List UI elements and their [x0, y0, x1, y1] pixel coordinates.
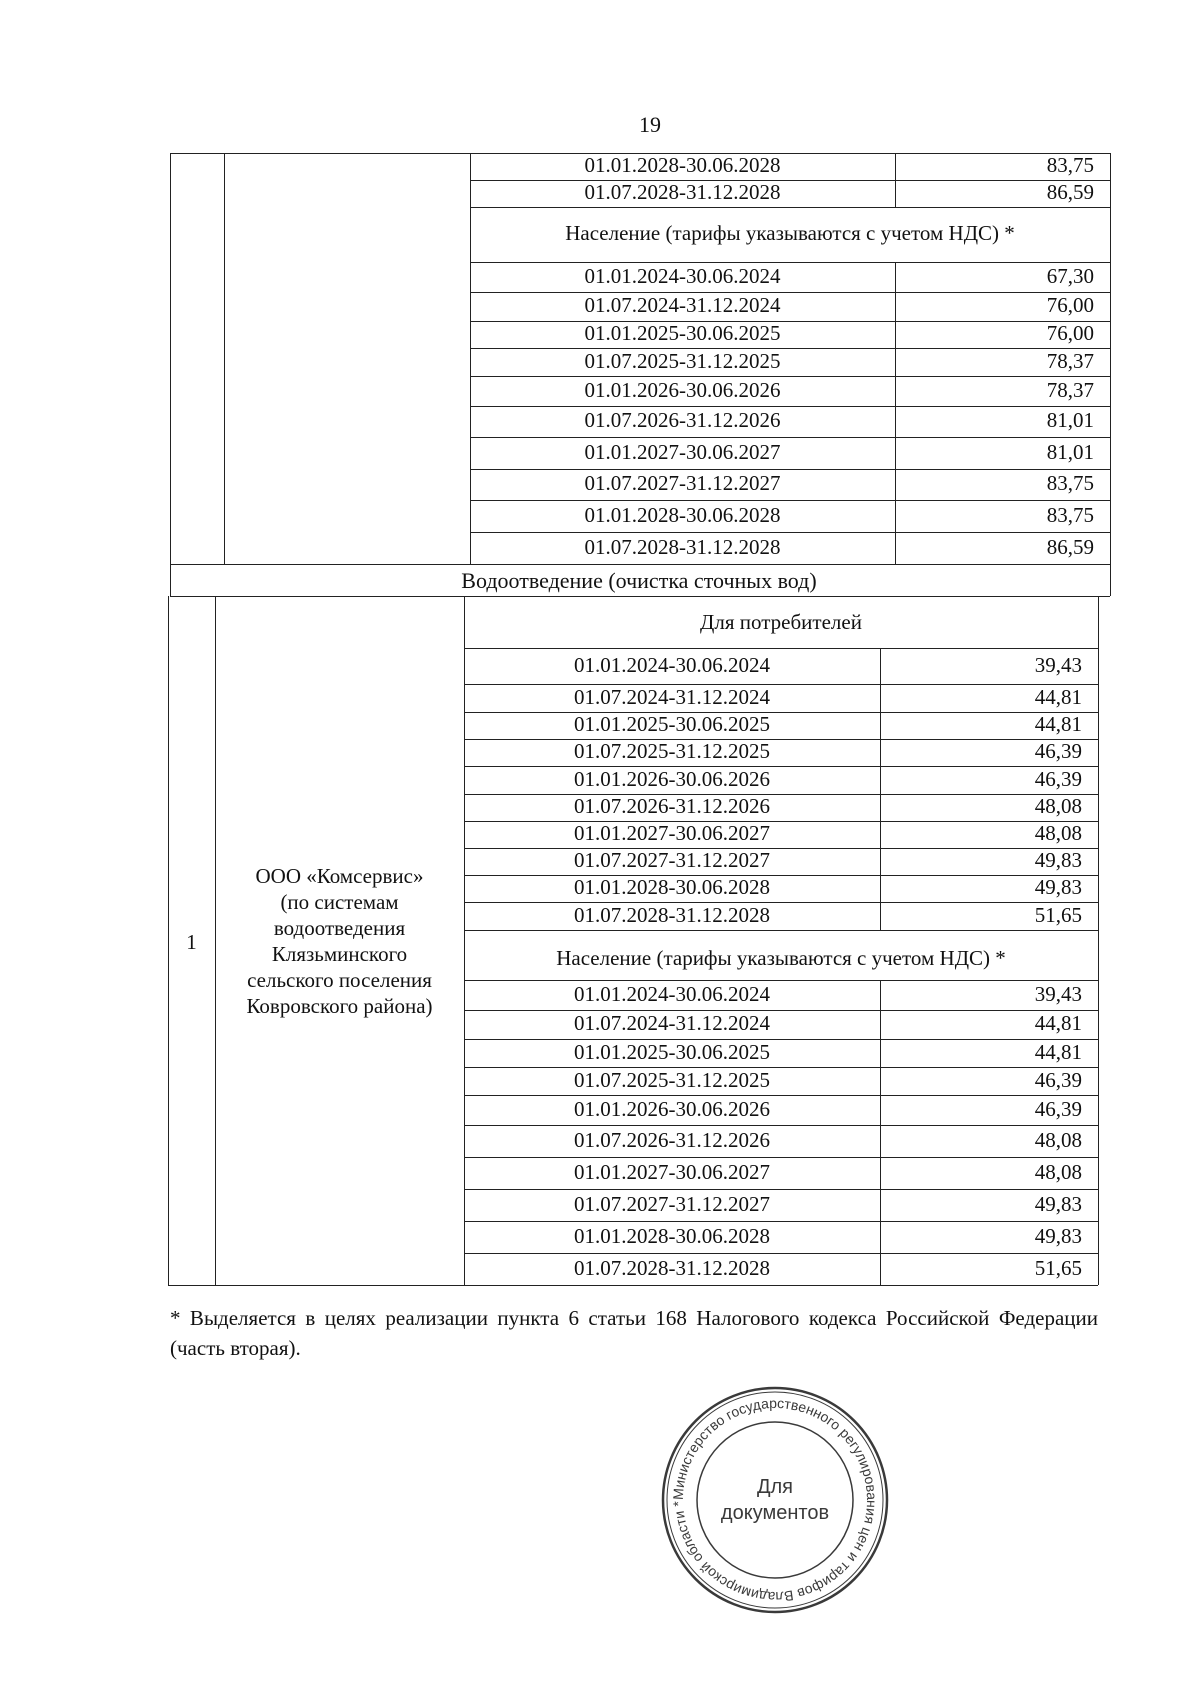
- tariff-row-period: 01.07.2026-31.12.2026: [584, 408, 781, 432]
- organization-name: [221, 863, 458, 1019]
- table-vline: [895, 262, 896, 564]
- table-vline: [1110, 153, 1111, 564]
- table-hline: [170, 596, 1110, 597]
- table-vline: [215, 596, 216, 1285]
- tariff-row-period: 01.07.2026-31.12.2026: [574, 1127, 770, 1152]
- organization-line: сельского поселения: [247, 967, 432, 992]
- tariff-row-value: 81,01: [1046, 408, 1094, 432]
- tariff-row-value: 44,81: [1034, 1011, 1082, 1035]
- table-vline: [464, 596, 465, 1285]
- table-vline: [880, 980, 881, 1285]
- tariff-row-period: 01.01.2025-30.06.2025: [574, 712, 770, 736]
- tariff-row-period: 01.07.2028-31.12.2028: [574, 1255, 770, 1280]
- tariff-row-period: 01.07.2025-31.12.2025: [574, 1067, 770, 1092]
- table-hline: [464, 1067, 1098, 1068]
- table-hline: [470, 180, 1110, 181]
- tariff-row-period: 01.07.2027-31.12.2027: [584, 471, 781, 495]
- tariff-row-value: 78,37: [1046, 377, 1094, 402]
- tariff-row-period: 01.07.2025-31.12.2025: [574, 739, 770, 763]
- table-hline: [470, 469, 1110, 470]
- tariff-row-value: 48,08: [1034, 794, 1082, 818]
- table-hline: [464, 648, 1098, 649]
- table-hline: [464, 848, 1098, 849]
- table-hline: [464, 712, 1098, 713]
- page-number: 19: [639, 112, 661, 137]
- tariff-row-value: 46,39: [1034, 1096, 1082, 1121]
- tariff-row-period: 01.01.2025-30.06.2025: [574, 1039, 770, 1064]
- tariff-row-period: 01.07.2025-31.12.2025: [584, 348, 781, 373]
- table-hline: [464, 1010, 1098, 1011]
- tariff-row-period: 01.01.2024-30.06.2024: [574, 652, 770, 677]
- tariff-row-value: 81,01: [1046, 439, 1094, 464]
- table-hline: [464, 1039, 1098, 1040]
- organization-line: Ковровского района): [246, 993, 433, 1018]
- table-hline: [470, 437, 1110, 438]
- organization-line: Клязьминского: [271, 941, 408, 966]
- tariff-row-value: 51,65: [1034, 1255, 1082, 1280]
- tariff-row-value: 44,81: [1034, 1039, 1082, 1064]
- table-vline: [470, 153, 471, 564]
- tariff-row-period: 01.07.2027-31.12.2027: [574, 1191, 770, 1216]
- tariff-row-period: 01.01.2027-30.06.2027: [584, 439, 781, 464]
- table-vline: [170, 153, 171, 564]
- table-hline: [464, 1221, 1098, 1222]
- tariff-row-value: 49,83: [1034, 875, 1082, 899]
- table-hline: [464, 980, 1098, 981]
- section-title: Водоотведение (очистка сточных вод): [461, 568, 817, 593]
- tariff-row-value: 39,43: [1034, 981, 1082, 1006]
- tariff-row-period: 01.07.2024-31.12.2024: [574, 1011, 770, 1035]
- tariff-row-period: 01.07.2024-31.12.2024: [574, 684, 770, 709]
- tariff-row-value: 49,83: [1034, 848, 1082, 872]
- table-hline: [464, 794, 1098, 795]
- tariff-row-value: 67,30: [1046, 263, 1094, 288]
- tariff-row-value: 49,83: [1034, 1191, 1082, 1216]
- tariff-row-period: 01.07.2028-31.12.2028: [574, 902, 770, 927]
- tariff-row-value: 44,81: [1034, 684, 1082, 709]
- table-hline: [464, 1157, 1098, 1158]
- tariff-row-period: 01.01.2028-30.06.2028: [574, 1223, 770, 1248]
- tariff-row-period: 01.01.2027-30.06.2027: [574, 821, 770, 845]
- table-hline: [170, 564, 1110, 565]
- tariff-row-value: 78,37: [1046, 348, 1094, 373]
- tariff-row-value: 46,39: [1034, 739, 1082, 763]
- tariff-row-value: 76,00: [1046, 321, 1094, 345]
- tariff-row-period: 01.01.2024-30.06.2024: [574, 981, 770, 1006]
- tariff-row-period: 01.01.2028-30.06.2028: [574, 875, 770, 899]
- tariff-row-period: 01.01.2026-30.06.2026: [574, 1096, 770, 1121]
- tariff-row-value: 48,08: [1034, 821, 1082, 845]
- tariff-row-value: 49,83: [1034, 1223, 1082, 1248]
- tariff-row-value: 46,39: [1034, 766, 1082, 791]
- tariff-row-period: 01.07.2028-31.12.2028: [584, 180, 781, 204]
- table-hline: [470, 348, 1110, 349]
- table-hline: [464, 684, 1098, 685]
- tariff-row-period: 01.01.2025-30.06.2025: [584, 321, 781, 345]
- table-vline: [224, 153, 225, 564]
- table-vline: [1110, 564, 1111, 596]
- table-vline: [880, 648, 881, 930]
- tariff-row-period: 01.07.2026-31.12.2026: [574, 794, 770, 818]
- tariff-row-period: 01.01.2028-30.06.2028: [584, 153, 781, 177]
- tariff-row-value: 39,43: [1034, 652, 1082, 677]
- table-hline: [470, 292, 1110, 293]
- tariff-row-value: 76,00: [1046, 293, 1094, 317]
- tariff-row-value: 86,59: [1046, 180, 1094, 204]
- table-hline: [464, 739, 1098, 740]
- footnote: * Выделяется в целях реализации пункта 6 статьи 168 Налогового кодекса Российской Федерации (часть вторая).: [170, 1306, 1098, 1360]
- tariff-row-period: 01.01.2024-30.06.2024: [584, 263, 781, 288]
- table-hline: [470, 376, 1110, 377]
- tariff-row-value: 48,08: [1034, 1159, 1082, 1184]
- population-header: Население (тарифы указываются с учетом НДС) *: [565, 221, 1015, 245]
- stamp-center-line: Для: [756, 1476, 794, 1498]
- tariff-row-value: 86,59: [1046, 534, 1094, 559]
- table-hline: [464, 1095, 1098, 1096]
- tariff-row-period: 01.07.2024-31.12.2024: [584, 293, 781, 317]
- tariff-row-value: 44,81: [1034, 712, 1082, 736]
- population-header: Население (тарифы указываются с учетом НДС) *: [556, 946, 1006, 970]
- tariff-row-period: 01.01.2026-30.06.2026: [574, 766, 770, 791]
- stamp-ring-text: Министерство государственного регулирования цен и тарифов Владимирской области *: [669, 1394, 881, 1606]
- tariff-row-value: 48,08: [1034, 1127, 1082, 1152]
- table-hline: [470, 406, 1110, 407]
- tariff-row-value: 51,65: [1034, 902, 1082, 927]
- table-vline: [895, 153, 896, 207]
- table-hline: [464, 821, 1098, 822]
- table-hline: [168, 1285, 1098, 1286]
- table-vline: [1098, 596, 1099, 1285]
- stamp-center-line: документов: [720, 1502, 830, 1524]
- organization-line: (по системам: [280, 889, 399, 914]
- tariff-row-period: 01.01.2028-30.06.2028: [584, 502, 781, 527]
- table-hline: [464, 875, 1098, 876]
- tariff-row-period: 01.01.2026-30.06.2026: [584, 377, 781, 402]
- tariff-row-period: 01.07.2027-31.12.2027: [574, 848, 770, 872]
- tariff-row-value: 83,75: [1046, 471, 1094, 495]
- table-hline: [470, 321, 1110, 322]
- table-hline: [464, 1253, 1098, 1254]
- organization-line: ООО «Комсервис»: [255, 863, 424, 888]
- organization-line: водоотведения: [273, 915, 406, 940]
- tariff-row-period: 01.01.2027-30.06.2027: [574, 1159, 770, 1184]
- tariff-row-value: 83,75: [1046, 502, 1094, 527]
- table-hline: [470, 262, 1110, 263]
- table-hline: [464, 766, 1098, 767]
- consumers-header: Для потребителей: [700, 610, 862, 634]
- table-hline: [470, 532, 1110, 533]
- table-hline: [464, 902, 1098, 903]
- row-index: 1: [186, 929, 197, 954]
- table-hline: [470, 207, 1110, 208]
- tariff-row-period: 01.07.2028-31.12.2028: [584, 534, 781, 559]
- tariff-row-value: 46,39: [1034, 1067, 1082, 1092]
- tariff-row-value: 83,75: [1046, 153, 1094, 177]
- table-hline: [464, 1125, 1098, 1126]
- ministry-stamp: [660, 1385, 890, 1615]
- table-hline: [464, 930, 1098, 931]
- table-hline: [470, 500, 1110, 501]
- table-hline: [464, 1189, 1098, 1190]
